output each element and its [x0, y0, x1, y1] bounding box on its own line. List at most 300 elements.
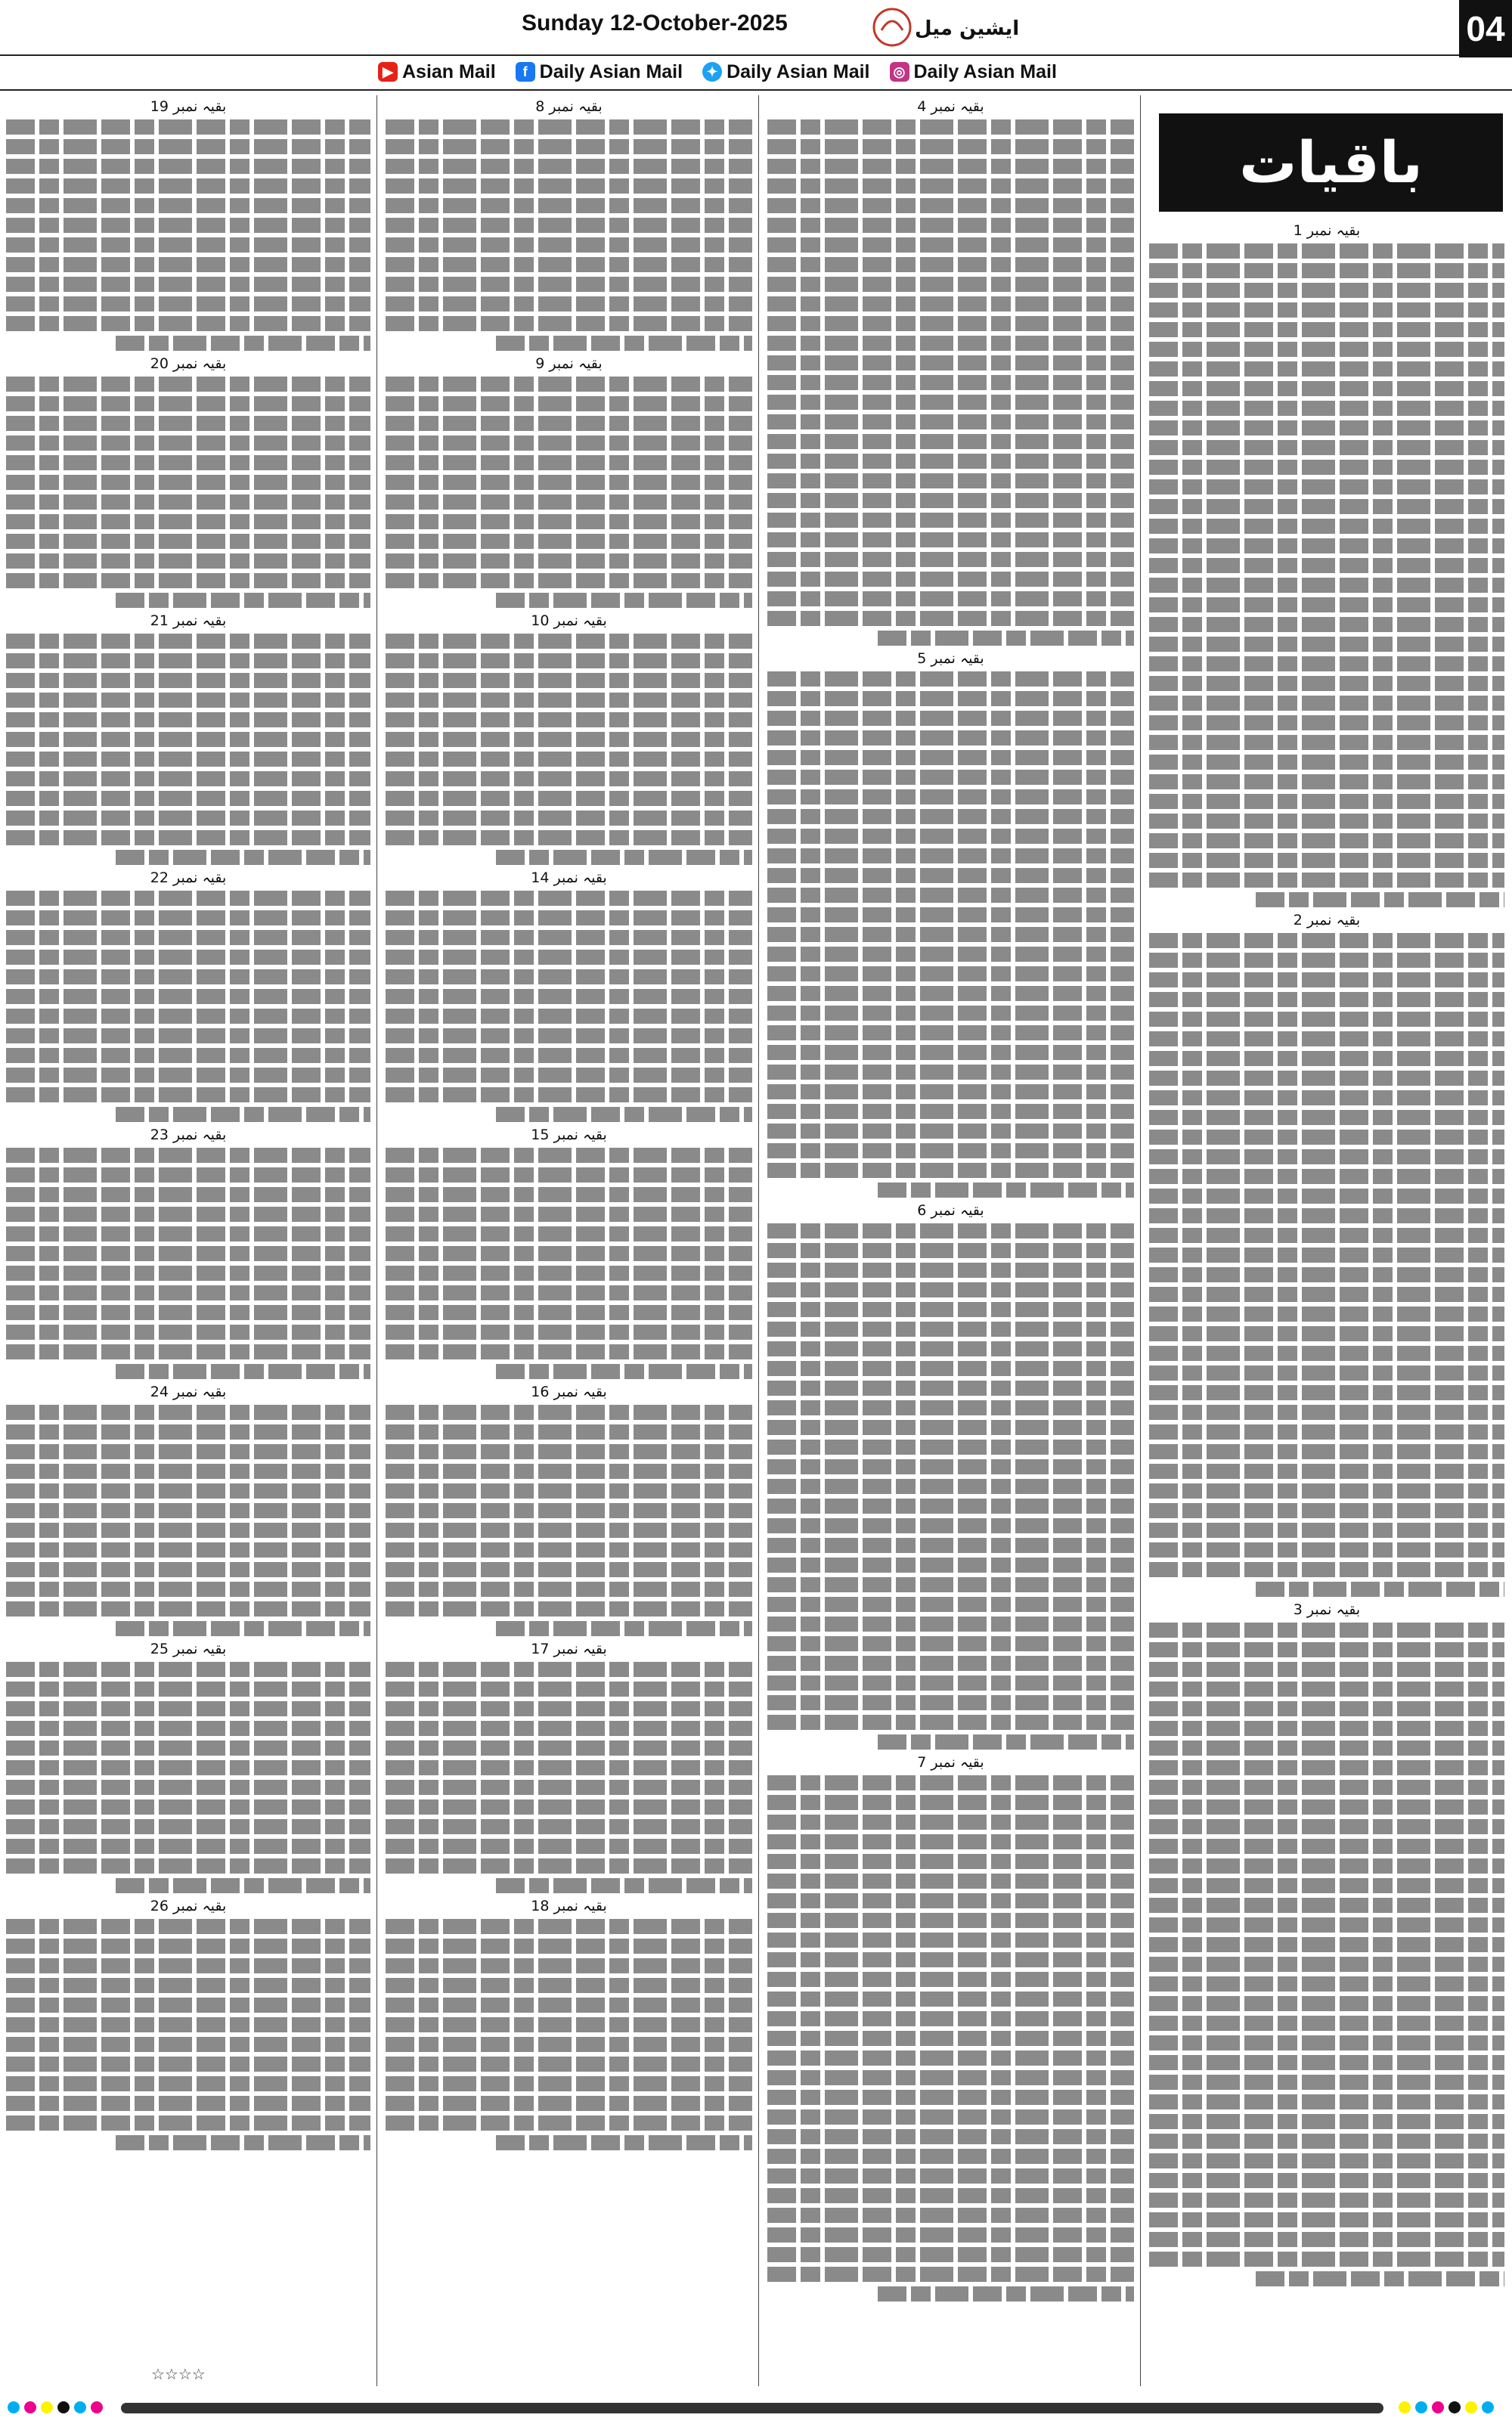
body-text-line [386, 1780, 752, 1795]
body-text-line [6, 1799, 370, 1815]
article-column-2 [767, 95, 1134, 2386]
body-text-line [1149, 715, 1504, 730]
body-text-line [767, 1084, 1134, 1099]
body-text-line [6, 891, 370, 906]
body-text-line [1149, 953, 1504, 968]
body-text-line [1149, 814, 1504, 829]
body-text-line [767, 414, 1134, 429]
body-text-line [767, 947, 1134, 962]
body-text-line [1149, 1012, 1504, 1027]
body-text-line [6, 1009, 370, 1024]
social-label: Asian Mail [402, 60, 496, 82]
body-text-line [1149, 637, 1504, 652]
body-text-line [6, 1839, 370, 1854]
body-text-line [386, 139, 752, 154]
body-text-line [6, 1741, 370, 1756]
body-text-line [6, 1246, 370, 1261]
continuation-heading: بقیہ نمبر 1 [1293, 222, 1361, 239]
body-text-line [116, 1107, 370, 1122]
body-text-line [767, 178, 1134, 194]
body-text-line [386, 1721, 752, 1736]
body-text-line [767, 2129, 1134, 2144]
body-text-line [386, 119, 752, 135]
body-text-line [767, 395, 1134, 410]
body-text-line [6, 2116, 370, 2131]
body-text-line [496, 593, 753, 608]
body-text-line [386, 2057, 752, 2072]
body-text-line [6, 455, 370, 470]
body-text-line [767, 868, 1134, 883]
body-text-line [386, 198, 752, 213]
facebook-icon: f [516, 62, 535, 82]
body-text-line [1149, 479, 1504, 494]
body-text-line [386, 2076, 752, 2091]
body-text-line [1149, 460, 1504, 475]
body-text-line [767, 2090, 1134, 2105]
body-text-line [767, 1656, 1134, 1671]
continuation-heading: بقیہ نمبر 5 [917, 650, 984, 667]
body-text-line [878, 2286, 1135, 2302]
body-text-line [386, 732, 752, 747]
body-text-line [1149, 342, 1504, 357]
body-text-line [1149, 1110, 1504, 1125]
body-text-line [116, 1878, 370, 1893]
body-text-line [767, 2247, 1134, 2262]
instagram-icon: ◎ [890, 62, 909, 82]
body-text-line [767, 2208, 1134, 2223]
body-text-line [386, 771, 752, 786]
body-text-line [386, 1148, 752, 1163]
body-text-line [1149, 972, 1504, 987]
body-text-line [386, 1662, 752, 1677]
body-text-line [767, 809, 1134, 824]
body-text-line [386, 1741, 752, 1756]
body-text-line [496, 1621, 753, 1636]
body-text-line [1149, 1858, 1504, 1874]
body-text-line [6, 1601, 370, 1617]
body-text-line [386, 573, 752, 588]
body-text-line [6, 436, 370, 451]
body-text-line [6, 1523, 370, 1538]
body-text-line [386, 416, 752, 431]
body-text-line [767, 1302, 1134, 1317]
body-text-line [1149, 401, 1504, 416]
body-text-line [496, 850, 753, 865]
article-column-1 [1149, 219, 1504, 2386]
body-text-line [386, 159, 752, 174]
body-text-line [767, 1381, 1134, 1396]
body-text-line [386, 1701, 752, 1716]
body-text-line [386, 218, 752, 233]
body-text-line [1149, 1248, 1504, 1263]
body-text-line [767, 1499, 1134, 1514]
body-text-line [6, 1978, 370, 1993]
body-text-line [767, 454, 1134, 469]
body-text-line [6, 1344, 370, 1359]
body-text-line [1149, 1937, 1504, 1952]
body-text-line [6, 1542, 370, 1558]
body-text-line [6, 1405, 370, 1420]
body-text-line [386, 1187, 752, 1202]
print-registration-bar [0, 2395, 1512, 2424]
body-text-line [386, 1444, 752, 1459]
body-text-line [1149, 1799, 1504, 1815]
body-text-line [386, 1601, 752, 1617]
twitter-icon: ✦ [702, 62, 722, 82]
body-text-line [6, 396, 370, 411]
body-text-line [1149, 1365, 1504, 1381]
body-text-line [386, 1939, 752, 1954]
body-text-line [386, 1405, 752, 1420]
body-text-line [1149, 1878, 1504, 1893]
body-text-line [116, 850, 370, 865]
body-text-line [6, 1187, 370, 1202]
body-text-line [386, 1167, 752, 1183]
body-text-line [386, 969, 752, 984]
body-text-line [6, 634, 370, 649]
body-text-line [6, 377, 370, 392]
body-text-line [1149, 1917, 1504, 1933]
body-text-line [6, 1939, 370, 1954]
body-text-line [767, 277, 1134, 292]
body-text-line [386, 1760, 752, 1775]
body-text-line [386, 1344, 752, 1359]
body-text-line [767, 257, 1134, 272]
masthead-bar [0, 0, 1512, 56]
body-text-line [496, 1878, 753, 1893]
body-text-line [878, 1183, 1135, 1198]
body-text-line [6, 732, 370, 747]
body-text-line [767, 2011, 1134, 2026]
body-text-line [6, 910, 370, 925]
body-text-line [1149, 735, 1504, 750]
body-text-line [767, 789, 1134, 804]
body-text-line [1149, 2173, 1504, 2188]
body-text-line [767, 139, 1134, 154]
body-text-line [386, 1325, 752, 1340]
body-text-line [386, 277, 752, 292]
social-instagram[interactable] [890, 61, 1057, 83]
body-text-line [386, 1858, 752, 1874]
body-text-line [386, 1226, 752, 1241]
body-text-line [386, 1523, 752, 1538]
body-text-line [6, 1325, 370, 1340]
social-twitter[interactable] [702, 61, 869, 83]
social-label: Daily Asian Mail [727, 60, 870, 82]
body-text-line [1149, 420, 1504, 436]
body-text-line [386, 693, 752, 708]
column-divider [758, 95, 759, 2386]
body-text-line [6, 1148, 370, 1163]
body-text-line [1149, 1701, 1504, 1716]
body-text-line [1149, 1642, 1504, 1657]
body-text-line [386, 950, 752, 965]
body-text-line [1149, 1405, 1504, 1420]
body-text-line [6, 1028, 370, 1043]
body-text-line [6, 1760, 370, 1775]
body-text-line [767, 907, 1134, 922]
body-text-line [767, 316, 1134, 331]
body-text-line [1149, 1051, 1504, 1066]
body-text-line [6, 178, 370, 194]
body-text-line [386, 1542, 752, 1558]
continuation-heading: بقیہ نمبر 16 [531, 1384, 607, 1400]
body-text-line [1149, 1464, 1504, 1479]
body-text-line [1149, 1562, 1504, 1577]
body-text-line [1149, 1662, 1504, 1677]
body-text-line [1149, 578, 1504, 593]
body-text-line [878, 631, 1135, 646]
body-text-line [1149, 2212, 1504, 2227]
body-text-line [1149, 1071, 1504, 1086]
body-text-line [878, 1734, 1135, 1750]
body-text-line [767, 1617, 1134, 1632]
body-text-line [386, 1998, 752, 2013]
body-text-line [767, 1163, 1134, 1178]
body-text-line [767, 927, 1134, 942]
body-text-line [767, 1893, 1134, 1908]
body-text-line [1149, 755, 1504, 770]
body-text-line [767, 1675, 1134, 1691]
body-text-line [386, 1839, 752, 1854]
body-text-line [6, 475, 370, 490]
social-label: Daily Asian Mail [539, 60, 683, 82]
body-text-line [386, 712, 752, 727]
body-text-line [6, 1701, 370, 1716]
body-text-line [386, 1009, 752, 1024]
body-text-line [767, 159, 1134, 174]
body-text-line [6, 811, 370, 826]
body-text-line [6, 1305, 370, 1320]
body-text-line [767, 1913, 1134, 1928]
column-divider [376, 95, 377, 2386]
header-rule [0, 89, 1512, 91]
body-text-line [1149, 381, 1504, 396]
body-text-line [1149, 1898, 1504, 1913]
body-text-line [6, 1721, 370, 1736]
body-text-line [767, 2168, 1134, 2184]
body-text-line [386, 1464, 752, 1479]
continuation-heading: بقیہ نمبر 14 [531, 869, 607, 886]
body-text-line [386, 930, 752, 945]
registration-bar [121, 2403, 1383, 2413]
column-divider [1140, 95, 1141, 2386]
body-text-line [6, 653, 370, 668]
body-text-line [1149, 794, 1504, 809]
continuation-heading: بقیہ نمبر 2 [1293, 912, 1361, 928]
body-text-line [1149, 1760, 1504, 1775]
social-youtube[interactable] [378, 61, 496, 83]
body-text-line [386, 1048, 752, 1063]
body-text-line [386, 1305, 752, 1320]
body-text-line [1149, 774, 1504, 789]
body-text-line [386, 475, 752, 490]
body-text-line [767, 711, 1134, 726]
color-registration-marks [1399, 2401, 1494, 2413]
body-text-line [6, 198, 370, 213]
social-links [378, 57, 1057, 86]
body-text-line [767, 1322, 1134, 1337]
body-text-line [386, 377, 752, 392]
body-text-line [386, 1207, 752, 1222]
body-text-line [6, 791, 370, 806]
body-text-line [767, 1263, 1134, 1278]
continuation-heading: بقیہ نمبر 10 [531, 612, 607, 629]
continuation-heading: بقیہ نمبر 18 [531, 1898, 607, 1914]
body-text-line [1149, 617, 1504, 632]
body-text-line [767, 1874, 1134, 1889]
body-text-line [767, 1695, 1134, 1710]
body-text-line [767, 1104, 1134, 1119]
body-text-line [386, 178, 752, 194]
body-text-line [767, 532, 1134, 547]
body-text-line [1149, 1326, 1504, 1341]
body-text-line [767, 1854, 1134, 1869]
body-text-line [386, 811, 752, 826]
body-text-line [6, 2076, 370, 2091]
social-label: Daily Asian Mail [913, 60, 1057, 82]
body-text-line [767, 671, 1134, 687]
body-text-line [1149, 2075, 1504, 2090]
body-text-line [386, 534, 752, 549]
body-text-line [386, 2116, 752, 2131]
body-text-line [6, 1780, 370, 1795]
continuation-heading: بقیہ نمبر 25 [150, 1641, 227, 1657]
body-text-line [6, 1562, 370, 1577]
body-text-line [767, 434, 1134, 449]
body-text-line [1149, 2016, 1504, 2031]
body-text-line [386, 1068, 752, 1083]
body-text-line [6, 553, 370, 569]
body-text-line [386, 653, 752, 668]
body-text-line [6, 159, 370, 174]
body-text-line [386, 634, 752, 649]
body-text-line [496, 1107, 753, 1122]
body-text-line [767, 1933, 1134, 1948]
body-text-line [6, 2057, 370, 2072]
body-text-line [1149, 1623, 1504, 1638]
body-text-line [386, 296, 752, 312]
newspaper-logo [869, 5, 1020, 50]
body-text-line [6, 969, 370, 984]
body-text-line [1149, 2035, 1504, 2050]
continuation-heading: بقیہ نمبر 19 [150, 98, 227, 115]
body-text-line [767, 691, 1134, 706]
body-text-line [386, 673, 752, 688]
body-text-line [1149, 2114, 1504, 2129]
body-text-line [767, 1045, 1134, 1060]
body-text-line [1149, 2055, 1504, 2070]
body-text-line [767, 1558, 1134, 1573]
body-text-line [767, 218, 1134, 233]
body-text-line [1149, 1780, 1504, 1795]
body-text-line [1149, 1149, 1504, 1164]
body-text-line [767, 750, 1134, 765]
body-text-line [1256, 1582, 1504, 1597]
body-text-line [386, 1266, 752, 1281]
body-text-line [6, 752, 370, 767]
body-text-line [767, 296, 1134, 312]
body-text-line [386, 989, 752, 1004]
body-text-line [1149, 1169, 1504, 1184]
body-text-line [6, 673, 370, 688]
body-text-line [386, 1819, 752, 1834]
continuation-heading: بقیہ نمبر 4 [917, 98, 984, 115]
body-text-line [767, 493, 1134, 508]
body-text-line [6, 237, 370, 253]
body-text-line [6, 712, 370, 727]
body-text-line [1149, 597, 1504, 612]
body-text-line [767, 829, 1134, 844]
body-text-line [1149, 440, 1504, 455]
body-text-line [1149, 1996, 1504, 2011]
body-text-line [6, 1958, 370, 1973]
body-text-line [767, 1341, 1134, 1356]
body-text-line [767, 375, 1134, 390]
body-text-line [767, 1124, 1134, 1139]
body-text-line [1149, 1483, 1504, 1499]
body-text-line [1149, 558, 1504, 573]
body-text-line [767, 336, 1134, 351]
body-text-line [767, 119, 1134, 135]
body-text-line [6, 218, 370, 233]
social-facebook[interactable] [516, 61, 683, 83]
body-text-line [767, 2109, 1134, 2125]
body-text-line [767, 730, 1134, 745]
body-text-line [767, 2031, 1134, 2046]
body-text-line [6, 1582, 370, 1597]
body-text-line [386, 553, 752, 569]
body-text-line [386, 1424, 752, 1440]
body-text-line [386, 396, 752, 411]
body-text-line [1149, 1721, 1504, 1736]
body-text-line [767, 2050, 1134, 2066]
body-text-line [767, 1577, 1134, 1592]
body-text-line [767, 1400, 1134, 1415]
body-text-line [386, 2017, 752, 2032]
body-text-line [1149, 1130, 1504, 1145]
body-text-line [6, 771, 370, 786]
article-column-3 [386, 95, 752, 2386]
body-text-line [386, 1503, 752, 1518]
body-text-line [6, 1068, 370, 1083]
continuation-heading: بقیہ نمبر 24 [150, 1384, 227, 1400]
body-text-line [767, 1440, 1134, 1455]
body-text-line [1149, 2094, 1504, 2109]
body-text-line [1149, 1267, 1504, 1282]
body-text-line [767, 1992, 1134, 2007]
continuation-heading: بقیہ نمبر 8 [535, 98, 603, 115]
body-text-line [767, 1065, 1134, 1080]
body-text-line [6, 1048, 370, 1063]
body-text-line [6, 950, 370, 965]
body-text-line [1149, 873, 1504, 888]
issue-date: Sunday 12-October-2025 [522, 11, 788, 36]
body-text-line [1149, 322, 1504, 337]
body-text-line [1149, 283, 1504, 298]
body-text-line [386, 910, 752, 925]
body-text-line [767, 1459, 1134, 1474]
body-text-line [6, 930, 370, 945]
body-text-line [1149, 656, 1504, 671]
body-text-line [6, 1682, 370, 1697]
body-text-line [6, 1087, 370, 1102]
body-text-line [386, 237, 752, 253]
body-text-line [386, 514, 752, 529]
body-text-line [767, 1538, 1134, 1553]
body-text-line [6, 830, 370, 845]
continuation-heading: بقیہ نمبر 9 [535, 355, 603, 372]
